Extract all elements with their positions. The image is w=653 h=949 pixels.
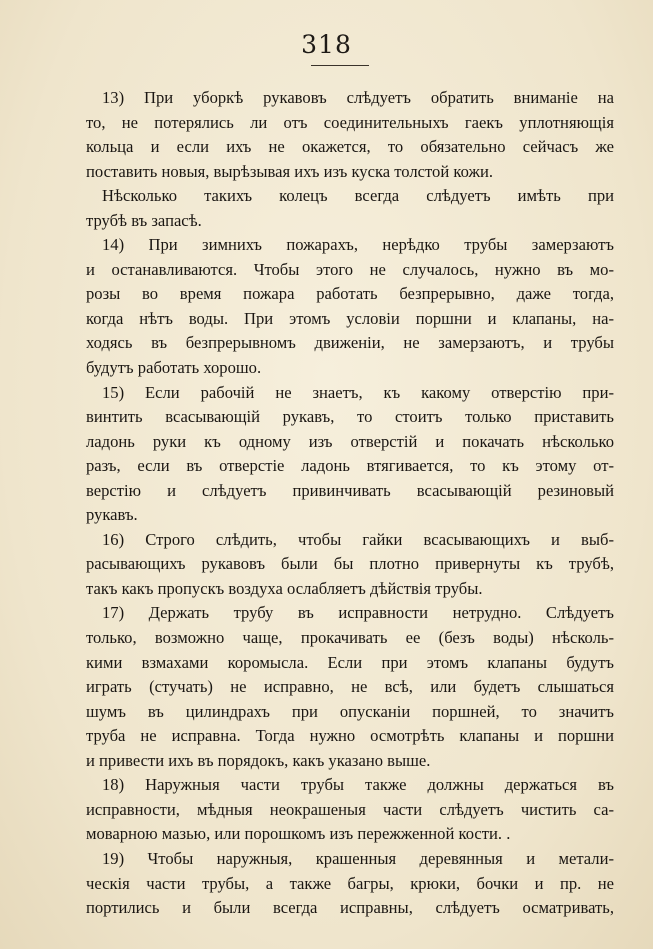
- text-line: верстію и слѣдуетъ привинчивать всасывающій резиновый: [86, 480, 614, 500]
- paragraph: [86, 381, 614, 528]
- text-line: такъ какъ пропускъ воздуха ослабляетъ дѣйствія трубы.: [86, 578, 483, 598]
- text-line: 14) При зимнихъ пожарахъ, нерѣдко трубы замерзаютъ: [102, 235, 614, 255]
- body-text: [86, 86, 614, 921]
- paragraph: [86, 601, 614, 773]
- text-line: 16) Строго слѣдить, чтобы гайки всасывающихъ и выб-: [102, 529, 614, 549]
- paragraph: [86, 847, 614, 921]
- text-line: рукавъ.: [86, 505, 138, 525]
- text-line: когда нѣтъ воды. При этомъ условіи поршни и клапаны, на-: [86, 308, 614, 328]
- text-line: Нѣсколько такихъ колецъ всегда слѣдуетъ имѣть при: [102, 186, 614, 206]
- text-line: 17) Держать трубу въ исправности нетрудно. Слѣдуетъ: [102, 603, 614, 623]
- text-line: 15) Если рабочій не знаетъ, къ какому отверстію при-: [102, 382, 614, 402]
- text-line: трубѣ въ запасѣ.: [86, 210, 202, 230]
- text-line: моварною мазью, или порошкомъ изъ пережженной кости. .: [86, 824, 511, 844]
- text-line: разъ, если въ отверстіе ладонь втягивается, то къ этому от-: [86, 456, 614, 476]
- text-line: то, не потерялись ли отъ соединительныхъ гаекъ уплотняющія: [86, 112, 614, 132]
- header-rule: [311, 65, 369, 66]
- text-line: ходясь въ безпрерывномъ движеніи, не замерзаютъ, и трубы: [86, 333, 614, 353]
- text-line: и привести ихъ въ порядокъ, какъ указано выше.: [86, 750, 431, 770]
- paragraph: [86, 233, 614, 380]
- text-line: ческія части трубы, а также багры, крюки, бочки и пр. не: [86, 873, 614, 893]
- text-line: портились и были всегда исправны, слѣдуетъ осматривать,: [86, 898, 614, 918]
- text-line: исправности, мѣдныя неокрашеныя части слѣдуетъ чистить са-: [86, 799, 614, 819]
- text-line: кими взмахами коромысла. Если при этомъ клапаны будутъ: [86, 652, 614, 672]
- text-line: играть (стучать) не исправно, не всѣ, или будетъ слышаться: [86, 677, 614, 697]
- text-line: винтить всасывающій рукавъ, то стоитъ только приставить: [86, 407, 614, 427]
- text-line: только, возможно чаще, прокачивать ее (безъ воды) нѣсколь-: [86, 628, 614, 648]
- text-line: расывающихъ рукавовъ были бы плотно привернуты къ трубѣ,: [86, 554, 614, 574]
- text-line: поставить новыя, вырѣзывая ихъ изъ куска толстой кожи.: [86, 161, 493, 181]
- paragraph: [86, 528, 614, 602]
- page-number: 318: [301, 30, 352, 59]
- text-line: 19) Чтобы наружныя, крашенныя деревянныя и метали-: [102, 848, 614, 868]
- text-line: шумъ въ цилиндрахъ при опусканіи поршней, то значитъ: [86, 701, 614, 721]
- paragraph: [86, 184, 614, 233]
- text-line: ладонь руки къ одному изъ отверстій и покачать нѣсколько: [86, 431, 614, 451]
- paragraph: [86, 86, 614, 184]
- text-line: будутъ работать хорошо.: [86, 358, 262, 378]
- paragraph: [86, 773, 614, 847]
- text-line: 18) Наружныя части трубы также должны держаться въ: [102, 775, 614, 795]
- text-line: и останавливаются. Чтобы этого не случалось, нужно въ мо-: [86, 259, 614, 279]
- text-line: 13) При уборкѣ рукавовъ слѣдуетъ обратить вниманіе на: [102, 88, 614, 107]
- text-line: труба не исправна. Тогда нужно осмотрѣть клапаны и поршни: [86, 726, 614, 746]
- text-line: кольца и если ихъ не окажется, то обязательно сейчасъ же: [86, 137, 614, 157]
- text-line: розы во время пожара работать безпрерывно, даже тогда,: [86, 284, 614, 304]
